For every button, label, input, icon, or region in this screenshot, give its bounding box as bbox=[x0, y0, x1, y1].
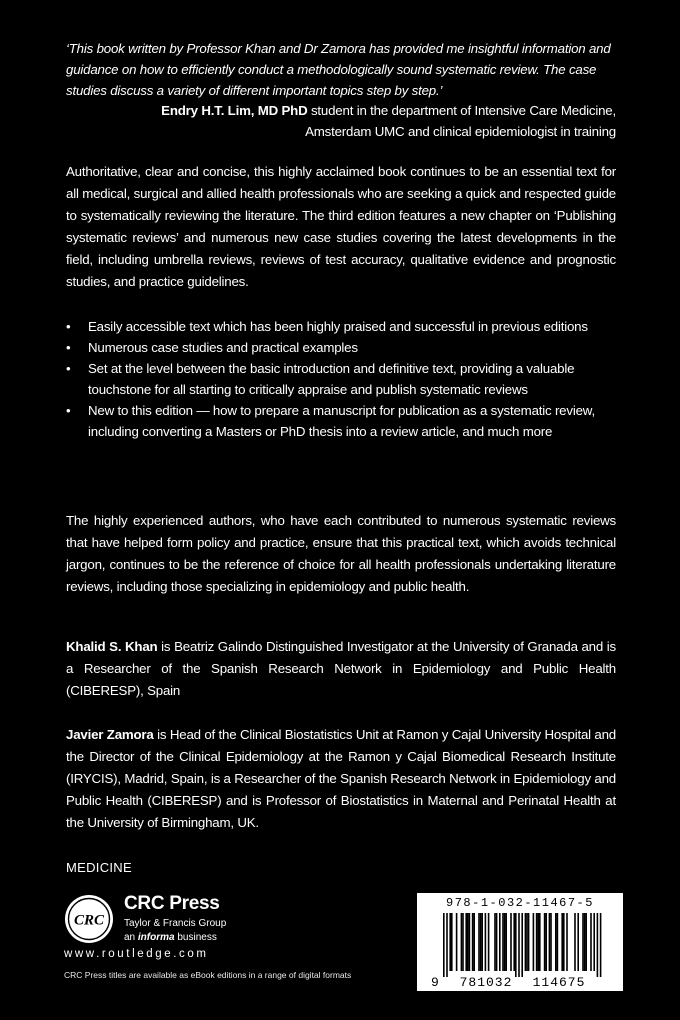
barcode-bar bbox=[478, 913, 480, 971]
publisher-logo bbox=[64, 892, 364, 972]
barcode-bar bbox=[563, 913, 565, 971]
feature-item: • Set at the level between the basic introduction and definitive text, providing a valuable touchstone for all starting to critically appraise and publish systematic reviews bbox=[66, 358, 616, 400]
endorsement-attribution bbox=[56, 100, 616, 142]
feature-item: • Numerous case studies and practical examples bbox=[66, 337, 616, 358]
attribution-line-1 bbox=[56, 100, 616, 121]
barcode-bar bbox=[528, 913, 530, 971]
author-bio-text: is Head of the Clinical Biostatistics Unit at Ramon y Cajal University Hospital and the Director of the Clinical Epidemiology at the Ramon y Cajal Biomedical Research Institute (IRYCIS), Madrid, Spain, is a Researcher of the Spanish Research Network in Epidemiology and Public Health (CIBERESP) and is Professor of Biostatistics in Maternal and Perinatal Health at the University of Birmingham, UK. bbox=[66, 727, 616, 830]
barcode-bar bbox=[585, 913, 587, 971]
barcode-bar bbox=[496, 913, 498, 971]
ebook-note: CRC Press titles are available as eBook editions in a range of digital formats bbox=[64, 970, 352, 980]
barcode-bar bbox=[485, 913, 487, 971]
barcode-graphic bbox=[429, 913, 611, 989]
barcode-bar bbox=[577, 913, 579, 971]
barcode-bar bbox=[521, 913, 523, 977]
barcode-bar bbox=[590, 913, 592, 971]
barcode-bar bbox=[526, 913, 528, 971]
feature-item: • New to this edition — how to prepare a manuscript for publication as a systematic review, including converting a Masters or PhD thesis into a review article, and much more bbox=[66, 400, 616, 442]
barcode-bar bbox=[480, 913, 482, 971]
barcode-bar bbox=[488, 913, 490, 971]
barcode-bar bbox=[467, 913, 469, 971]
barcode-bar bbox=[525, 913, 527, 971]
barcode-bar bbox=[518, 913, 520, 977]
barcode-bar bbox=[499, 913, 501, 971]
barcode-bar bbox=[443, 913, 445, 977]
barcode-bar bbox=[549, 913, 551, 971]
barcode-bar bbox=[584, 913, 586, 971]
author-name: Khalid S. Khan bbox=[66, 639, 158, 654]
subject-category: MEDICINE bbox=[66, 860, 132, 875]
barcode-digits-right: 114675 bbox=[532, 975, 586, 989]
barcode-bar bbox=[544, 913, 546, 971]
barcode-bar bbox=[561, 913, 563, 971]
publisher-website: www.routledge.com bbox=[64, 948, 209, 960]
barcode-bar bbox=[451, 913, 453, 971]
barcode-bar bbox=[494, 913, 496, 971]
barcode-bar bbox=[481, 913, 483, 971]
bullet-icon: • bbox=[66, 319, 71, 334]
feature-item: • Easily accessible text which has been highly praised and successful in previous editions bbox=[66, 316, 616, 337]
barcode-bar bbox=[600, 913, 602, 977]
barcode-bar bbox=[473, 913, 475, 971]
barcode-bar bbox=[462, 913, 464, 971]
author-bio-zamora bbox=[66, 724, 616, 834]
barcode-bar bbox=[469, 913, 471, 971]
barcode-digits-left: 781032 bbox=[459, 975, 513, 989]
barcode-bar bbox=[555, 913, 557, 971]
barcode-bar bbox=[593, 913, 595, 971]
crc-logo-icon bbox=[64, 894, 114, 944]
barcode-bar bbox=[537, 913, 539, 971]
isbn-number: 978-1-032-11467-5 bbox=[446, 896, 594, 910]
barcode-bar bbox=[557, 913, 559, 971]
book-description: Authoritative, clear and concise, this highly acclaimed book continues to be an essential text for all medical, surgical and allied health professionals who are seeking a quick and respected guide to systematically reviewing the literature. The third edition features a new chapter on ‘Publishing systematic reviews’ and numerous new case studies covering the latest developments in the field, including umbrella reviews, reviews of test accuracy, qualitative evidence and prognostic studies, and practice guidelines. bbox=[66, 164, 616, 289]
barcode-digit-first: 9 bbox=[431, 975, 439, 989]
barcode-bar bbox=[536, 913, 538, 971]
bullet-icon: • bbox=[66, 361, 71, 376]
barcode-bar bbox=[461, 913, 463, 971]
barcode-bar bbox=[550, 913, 552, 971]
barcode-bar bbox=[502, 913, 504, 971]
barcode-bar bbox=[533, 913, 535, 971]
barcode-bar bbox=[510, 913, 512, 971]
bullet-icon: • bbox=[66, 403, 71, 418]
barcode-bar bbox=[545, 913, 547, 971]
attribution-line-2: Amsterdam UMC and clinical epidemiologist in training bbox=[305, 124, 616, 139]
barcode-bar bbox=[513, 913, 515, 971]
barcode-bar bbox=[597, 913, 599, 977]
endorser-role: student in the department of Intensive Care Medicine, bbox=[307, 103, 616, 118]
author-name: Javier Zamora bbox=[66, 727, 154, 742]
barcode-bar bbox=[574, 913, 576, 971]
barcode-bar bbox=[465, 913, 467, 971]
publisher-business: an informa business bbox=[124, 932, 217, 943]
barcode-bar bbox=[505, 913, 507, 971]
endorser-name: Endry H.T. Lim, MD PhD bbox=[161, 103, 308, 118]
author-bio-khan bbox=[66, 636, 616, 702]
endorsement-quote: ‘This book written by Professor Khan and Dr Zamora has provided me insightful information and guidance on how to efficiently conduct a methodologically sound systematic review. The case studies discuss a variety of different important topics step by step.’ bbox=[66, 41, 611, 98]
barcode-bar bbox=[566, 913, 568, 971]
barcode-bar bbox=[504, 913, 506, 971]
barcode-bar bbox=[446, 913, 448, 977]
publisher-name: CRC Press bbox=[124, 893, 220, 914]
barcode-bars bbox=[443, 913, 601, 977]
crc-logo-text: CRC bbox=[73, 912, 105, 929]
barcode-bar bbox=[472, 913, 474, 971]
barcode-bar bbox=[515, 913, 517, 977]
author-bio-text: is Beatriz Galindo Distinguished Investigator at the University of Granada and is a Researcher of the Spanish Research Network in Epidemiology and Public Health (CIBERESP), Spain bbox=[66, 639, 616, 698]
barcode-bar bbox=[456, 913, 458, 971]
authors-paragraph: The highly experienced authors, who have each contributed to numerous systematic reviews that have helped form policy and practice, ensure that this practical text, which avoids technical jargon, continues to be the reference of choice for all health professionals undertaking literature reviews, including those specializing in epidemiology and public health. bbox=[66, 513, 616, 594]
bullet-icon: • bbox=[66, 340, 71, 355]
barcode-bar bbox=[582, 913, 584, 971]
feature-list bbox=[66, 316, 616, 442]
publisher-group: Taylor & Francis Group bbox=[124, 918, 227, 929]
barcode-bar bbox=[449, 913, 451, 971]
barcode-bar bbox=[539, 913, 541, 971]
isbn-barcode bbox=[417, 893, 623, 991]
